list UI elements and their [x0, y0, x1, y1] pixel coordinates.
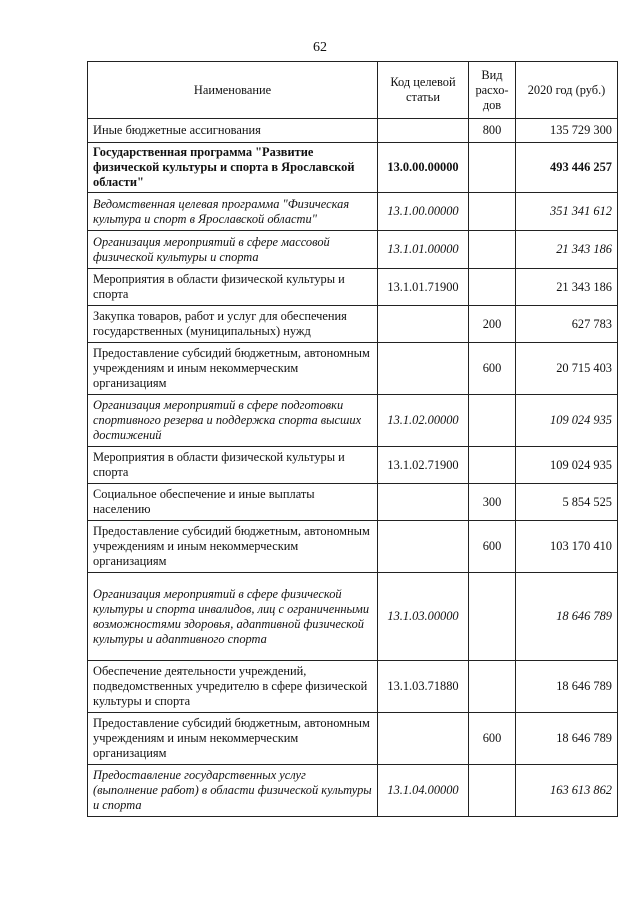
table-row [88, 521, 618, 573]
header-name: Наименование [88, 62, 378, 119]
row-name: Мероприятия в области физической культуры и спорта [88, 269, 378, 306]
row-code: 13.1.01.00000 [378, 231, 469, 269]
table-header-row [88, 62, 618, 119]
row-amount: 135 729 300 [516, 119, 618, 143]
row-code: 13.1.03.00000 [378, 573, 469, 661]
row-name: Государственная программа "Развитие физической культуры и спорта в Ярославской области" [88, 143, 378, 193]
row-amount: 163 613 862 [516, 765, 618, 817]
header-type: Вид расхо-дов [469, 62, 516, 119]
row-code: 13.1.02.71900 [378, 447, 469, 484]
row-type: 600 [469, 713, 516, 765]
row-name: Организация мероприятий в сфере массовой физической культуры и спорта [88, 231, 378, 269]
row-type [469, 395, 516, 447]
table-row [88, 395, 618, 447]
row-amount: 20 715 403 [516, 343, 618, 395]
row-amount: 5 854 525 [516, 484, 618, 521]
row-name: Социальное обеспечение и иные выплаты населению [88, 484, 378, 521]
row-name: Предоставление субсидий бюджетным, автономным учреждениям и иным некоммерческим организациям [88, 343, 378, 395]
row-code: 13.1.03.71880 [378, 661, 469, 713]
row-code [378, 521, 469, 573]
table-row [88, 231, 618, 269]
table-row [88, 306, 618, 343]
table-row [88, 119, 618, 143]
header-amount: 2020 год (руб.) [516, 62, 618, 119]
row-amount: 109 024 935 [516, 395, 618, 447]
row-name: Закупка товаров, работ и услуг для обеспечения государственных (муниципальных) нужд [88, 306, 378, 343]
table-row [88, 573, 618, 661]
row-name: Предоставление субсидий бюджетным, автономным учреждениям и иным некоммерческим организациям [88, 521, 378, 573]
row-name: Организация мероприятий в сфере подготовки спортивного резерва и поддержка спорта высших достижений [88, 395, 378, 447]
row-type [469, 765, 516, 817]
row-type: 300 [469, 484, 516, 521]
row-code: 13.1.00.00000 [378, 193, 469, 231]
row-type: 600 [469, 521, 516, 573]
table-row [88, 143, 618, 193]
row-amount: 18 646 789 [516, 713, 618, 765]
row-amount: 21 343 186 [516, 269, 618, 306]
row-code: 13.1.04.00000 [378, 765, 469, 817]
table-row [88, 269, 618, 306]
table-row [88, 713, 618, 765]
row-type: 200 [469, 306, 516, 343]
table-row [88, 343, 618, 395]
table-row [88, 484, 618, 521]
row-type [469, 447, 516, 484]
row-amount: 18 646 789 [516, 661, 618, 713]
row-code [378, 343, 469, 395]
row-type [469, 231, 516, 269]
row-type [469, 143, 516, 193]
row-amount: 627 783 [516, 306, 618, 343]
row-type [469, 661, 516, 713]
row-amount: 351 341 612 [516, 193, 618, 231]
row-type: 800 [469, 119, 516, 143]
row-code [378, 484, 469, 521]
row-code: 13.0.00.00000 [378, 143, 469, 193]
row-amount: 21 343 186 [516, 231, 618, 269]
table-row [88, 193, 618, 231]
row-type [469, 573, 516, 661]
row-name: Обеспечение деятельности учреждений, подведомственных учредителю в сфере физической культуры и спорта [88, 661, 378, 713]
row-name: Иные бюджетные ассигнования [88, 119, 378, 143]
row-name: Ведомственная целевая программа "Физическая культура и спорт в Ярославской области" [88, 193, 378, 231]
row-name: Предоставление государственных услуг (выполнение работ) в области физической культуры и спорта [88, 765, 378, 817]
row-amount: 18 646 789 [516, 573, 618, 661]
row-name: Предоставление субсидий бюджетным, автономным учреждениям и иным некоммерческим организациям [88, 713, 378, 765]
table-row [88, 447, 618, 484]
row-code [378, 713, 469, 765]
row-code: 13.1.02.00000 [378, 395, 469, 447]
header-code: Код целевой статьи [378, 62, 469, 119]
budget-table [87, 61, 618, 817]
row-amount: 109 024 935 [516, 447, 618, 484]
row-code: 13.1.01.71900 [378, 269, 469, 306]
row-code [378, 119, 469, 143]
row-name: Мероприятия в области физической культуры и спорта [88, 447, 378, 484]
table-row [88, 661, 618, 713]
row-type: 600 [469, 343, 516, 395]
page-number: 62 [313, 40, 327, 55]
row-type [469, 193, 516, 231]
row-amount: 103 170 410 [516, 521, 618, 573]
row-code [378, 306, 469, 343]
row-amount: 493 446 257 [516, 143, 618, 193]
row-name: Организация мероприятий в сфере физической культуры и спорта инвалидов, лиц с ограниченными возможностями здоровья, адаптивной физической культуры и адаптивного спорта [88, 573, 378, 661]
table-row [88, 765, 618, 817]
row-type [469, 269, 516, 306]
